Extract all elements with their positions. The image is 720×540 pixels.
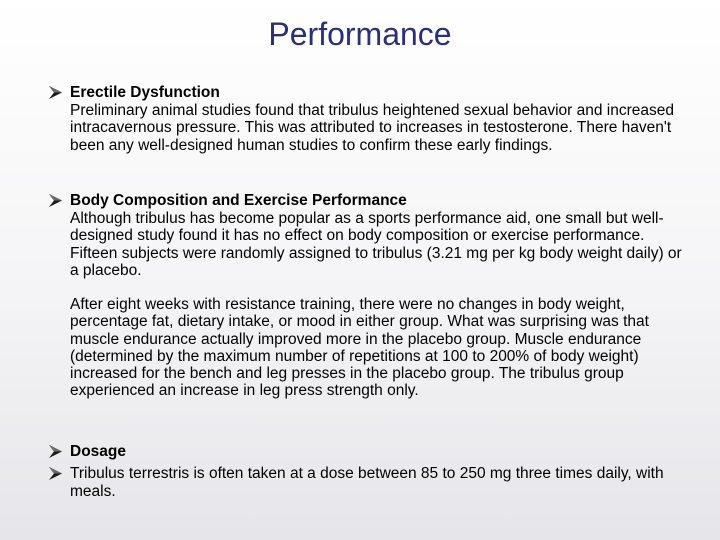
bullet-erectile-dysfunction (48, 84, 688, 154)
results-paragraph: After eight weeks with resistance training, there were no changes in body weight, percentage fat, dietary intake, or mood in either group. What was surprising was that muscle endurance actually improved more in the placebo group. Muscle endurance (determined by the maximum number of repetitions at 100 to 200% of body weight) increased for the bench and leg presses in the placebo group. The tribulus group experienced an increase in leg press strength only. (70, 296, 649, 400)
arrow-bullet-icon (48, 192, 64, 209)
section-heading: Body Composition and Exercise Performance (70, 192, 407, 209)
arrow-bullet-icon (48, 84, 64, 101)
section-heading: Erectile Dysfunction (70, 84, 220, 101)
section-heading: Dosage (70, 443, 126, 460)
bullet-dosage (48, 443, 688, 461)
bullet-body-composition (48, 192, 688, 280)
bullet-dosage-detail (48, 465, 688, 500)
section-body: Preliminary animal studies found that tribulus heightened sexual behavior and increased intracavernous pressure. This was attributed to increases in testosterone. There haven't been any well-designed human studies to confirm these early findings. (70, 101, 675, 154)
dosage-text: Tribulus terrestris is often taken at a dose between 85 to 250 mg three times daily, with meals. (70, 465, 664, 500)
section-body: Although tribulus has become popular as a sports performance aid, one small but well-designed study found it has no effect on body composition or exercise performance. Fifteen subjects were randomly assigned to tribulus (3.21 mg per kg body weight daily) or a placebo. (70, 209, 682, 279)
page-title: Performance (268, 16, 452, 52)
arrow-bullet-icon (48, 443, 64, 460)
arrow-bullet-icon (48, 465, 64, 482)
